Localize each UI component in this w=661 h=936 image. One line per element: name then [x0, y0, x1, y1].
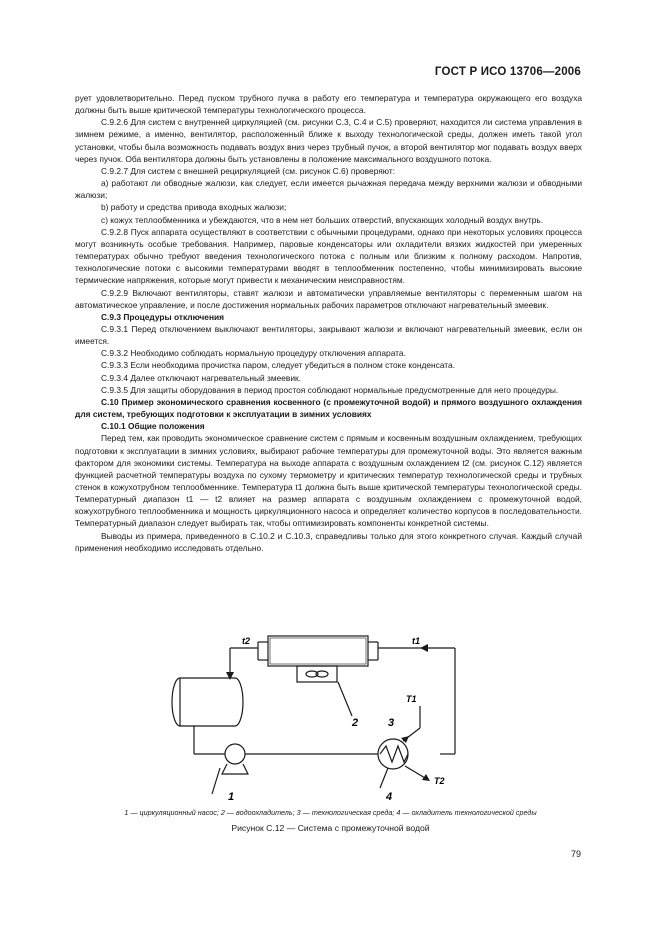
- figure-legend: 1 — циркуляционный насос; 2 — водоохладитель; 3 — технологическая среда; 4 — охладитель технологической среды: [124, 808, 537, 817]
- water-cooler: [268, 636, 368, 666]
- label-T1: T1: [406, 694, 417, 704]
- paragraph: С.9.2.6 Для систем с внутренней циркуляцией (см. рисунки С.3, С.4 и С.5) проверяют, находится ли система управления в зимнем режиме, а именно, вентилятор, расположенный ближе к выходу технологической среды, должен иметь такой угол установки, чтобы была возможность подавать воздух вниз через трубный пучок, а второй вентилятор мог подавать воздух вверх через пучок. Оба вентилятора должны быть установлены в положение максимального воздушного потока.: [75, 117, 582, 164]
- list-item: a) работают ли обводные жалюзи, как следует, если имеется рычажная передача между верхними жалюзи и обводными жалюзи;: [75, 178, 582, 201]
- label-t2: t2: [242, 636, 251, 646]
- body-text: [75, 92, 582, 554]
- page-number: 79: [570, 849, 581, 859]
- paragraph: С.9.3.5 Для защиты оборудования в период простоя соблюдают нормальные предусмотренные для него процедуры.: [101, 384, 559, 395]
- paragraph: рует удовлетворительно. Перед пуском трубного пучка в работу его температура и температура окружающего его воздуха должны быть выше критической температуры технологического процесса.: [75, 93, 582, 116]
- pump: [225, 744, 245, 764]
- paragraph: С.9.3.4 Далее отключают нагревательный змеевик.: [101, 372, 302, 383]
- paragraph: С.9.2.7 Для систем с внешней рециркуляцией (см. рисунок С.6) проверяют:: [101, 165, 396, 176]
- label-2: 2: [352, 717, 359, 729]
- figure-caption: Рисунок С.12 — Система с промежуточной водой: [231, 823, 430, 833]
- label-T2: T2: [434, 776, 445, 786]
- fan: [297, 666, 337, 682]
- storage-tank: [172, 678, 243, 726]
- label-1: 1: [228, 791, 235, 803]
- list-item: b) работу и средства привода входных жалюзи;: [101, 202, 287, 213]
- paragraph: С.9.3.3 Если необходима прочистка паром, следует убедиться в полном стоке конденсата.: [101, 360, 456, 371]
- section-heading: С.10 Пример экономического сравнения косвенного (с промежуточной водой) и прямого воздушного охлаждения для систем, требующих подготовки к эксплуатации в зимних условиях: [75, 396, 582, 420]
- section-heading: С.10.1 Общие положения: [101, 421, 205, 432]
- paragraph: С.9.3.1 Перед отключением выключают вентиляторы, закрывают жалюзи и включают нагревательный змеевик, если он имеется.: [75, 323, 582, 347]
- list-item: c) кожух теплообменника и убеждаются, что в нем нет больших отверстий, впускающих холодный воздух внутрь.: [101, 214, 544, 225]
- paragraph: Выводы из примера, приведенного в С.10.2 и С.10.3, справедливы только для этого конкретного случая. Каждый случай применения необходимо исследовать отдельно.: [75, 530, 582, 553]
- paragraph: Перед тем, как проводить экономическое сравнение систем с прямым и косвенным воздушным охлаждением, требующих подготовки к эксплуатации в зимних условиях, выбирают рабочие температуры для промежуточной воды. Это является важным фактором для экономики системы. Температура на выходе аппарата с воздушным охлаждением t2 (см. рисунок С.12) является функцией расчетной температуры воздуха по сухому термометру и критических температур технологической среды и трубных стенок в кожухотрубном теплообменнике. Температура t1 должна быть выше критической температуры технологической среды. Температурный диапазон t1 — t2 влияет на размер аппарата с воздушным охлаждением с промежуточной водой, кожухотрубного теплообменника и мощность циркуляционного насоса и определяет количество корпусов в последовательности. Температурный диапазон следует выбирать так, чтобы оптимизировать компоненты конкретной системы.: [75, 433, 582, 529]
- paragraph: С.9.3.2 Необходимо соблюдать нормальную процедуру отключения аппарата.: [101, 348, 406, 359]
- label-t1: t1: [412, 636, 421, 646]
- paragraph: С.9.2.8 Пуск аппарата осуществляют в соответствии с обычными процедурами, однако при некоторых условиях процесса могут возникнуть особые требования. Например, паровые конденсаторы или охладители вязких жидкостей при умеренных температурах обычно требуют введения технологического потока с полным или близким к полному расходом. Напротив, технологические потоки с высокими температурами вводят в теплообменник постепенно, чтобы минимизировать высокие термические напряжения, которые могут привести к механическим неисправностям.: [75, 226, 582, 286]
- label-4: 4: [386, 791, 393, 803]
- label-3: 3: [388, 717, 395, 729]
- paragraph: С.9.2.9 Включают вентиляторы, ставят жалюзи и автоматически управляемые вентиляторы с переменным шагом на автоматическое управление, и после достижения нормальных рабочих параметров отключают нагревательный змеевик.: [75, 287, 582, 310]
- section-heading: С.9.3 Процедуры отключения: [101, 311, 225, 322]
- system-diagram: [160, 628, 480, 806]
- document-header: ГОСТ Р ИСО 13706—2006: [434, 66, 581, 78]
- heat-exchanger: [378, 739, 408, 769]
